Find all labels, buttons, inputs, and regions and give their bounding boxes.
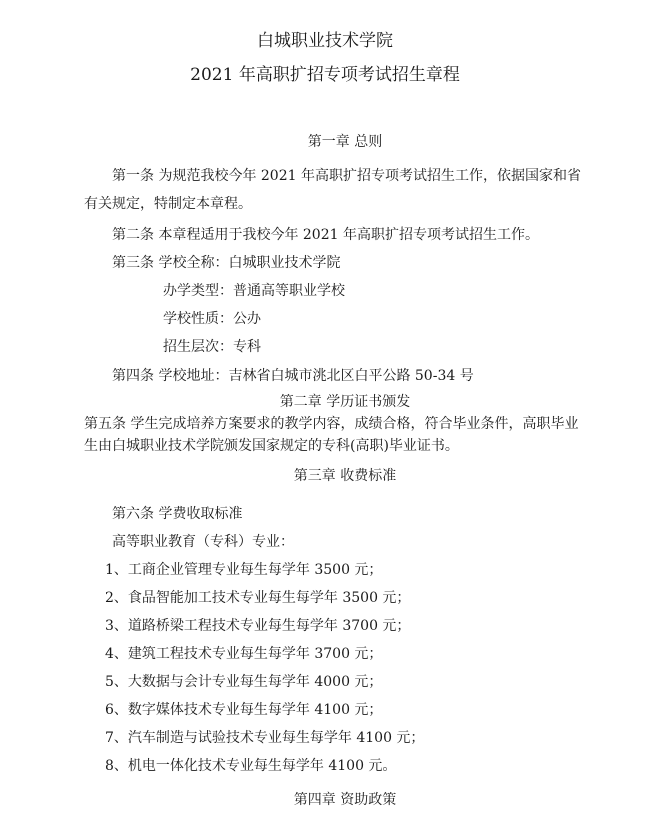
article-1-line-1: 第一条 为规范我校今年 2021 年高职扩招专项考试招生工作，依据国家和省 [112,168,581,184]
article-3-school-name: 第三条 学校全称：白城职业技术学院 [112,255,341,271]
fee-item: 3、道路桥梁工程技术专业每生每学年 3700 元； [105,618,411,634]
article-4-address: 第四条 学校地址：吉林省白城市洮北区白平公路 50-34 号 [112,368,474,384]
chapter-1-heading: 第一章 总则 [307,134,383,150]
article-6: 第六条 学费收取标准 [112,506,243,522]
chapter-2-heading: 第二章 学历证书颁发 [279,394,411,410]
fee-item: 1、工商企业管理专业每生每学年 3500 元； [105,562,383,578]
fee-item: 4、建筑工程技术专业每生每学年 3700 元； [105,646,383,662]
fee-item: 7、汽车制造与试验技术专业每生每学年 4100 元； [105,730,425,746]
article-1-line-2: 有关规定，特制定本章程。 [84,196,252,212]
article-3-school-nature: 学校性质：公办 [163,311,261,327]
fee-item: 8、机电一体化技术专业每生每学年 4100 元。 [105,758,397,774]
chapter-4-heading: 第四章 资助政策 [293,792,397,808]
chapter-3-heading: 第三章 收费标准 [293,468,397,484]
fee-item: 2、食品智能加工技术专业每生每学年 3500 元； [105,590,411,606]
fees-subheading: 高等职业教育（专科）专业： [112,534,294,550]
fee-item: 6、数字媒体技术专业每生每学年 4100 元； [105,702,383,718]
article-2: 第二条 本章程适用于我校今年 2021 年高职扩招专项考试招生工作。 [112,227,539,243]
article-3-school-type: 办学类型：普通高等职业学校 [163,283,345,299]
fee-item: 5、大数据与会计专业每生每学年 4000 元； [105,674,383,690]
document-title: 2021 年高职扩招专项考试招生章程 [190,65,460,85]
school-title: 白城职业技术学院 [257,31,393,51]
article-5: 第五条 学生完成培养方案要求的教学内容，成绩合格，符合毕业条件，高职毕业生由白城职业技术学院颁发国家规定的专科(高职)毕业证书。 [84,416,579,454]
article-3-enrollment-level: 招生层次：专科 [163,339,261,355]
